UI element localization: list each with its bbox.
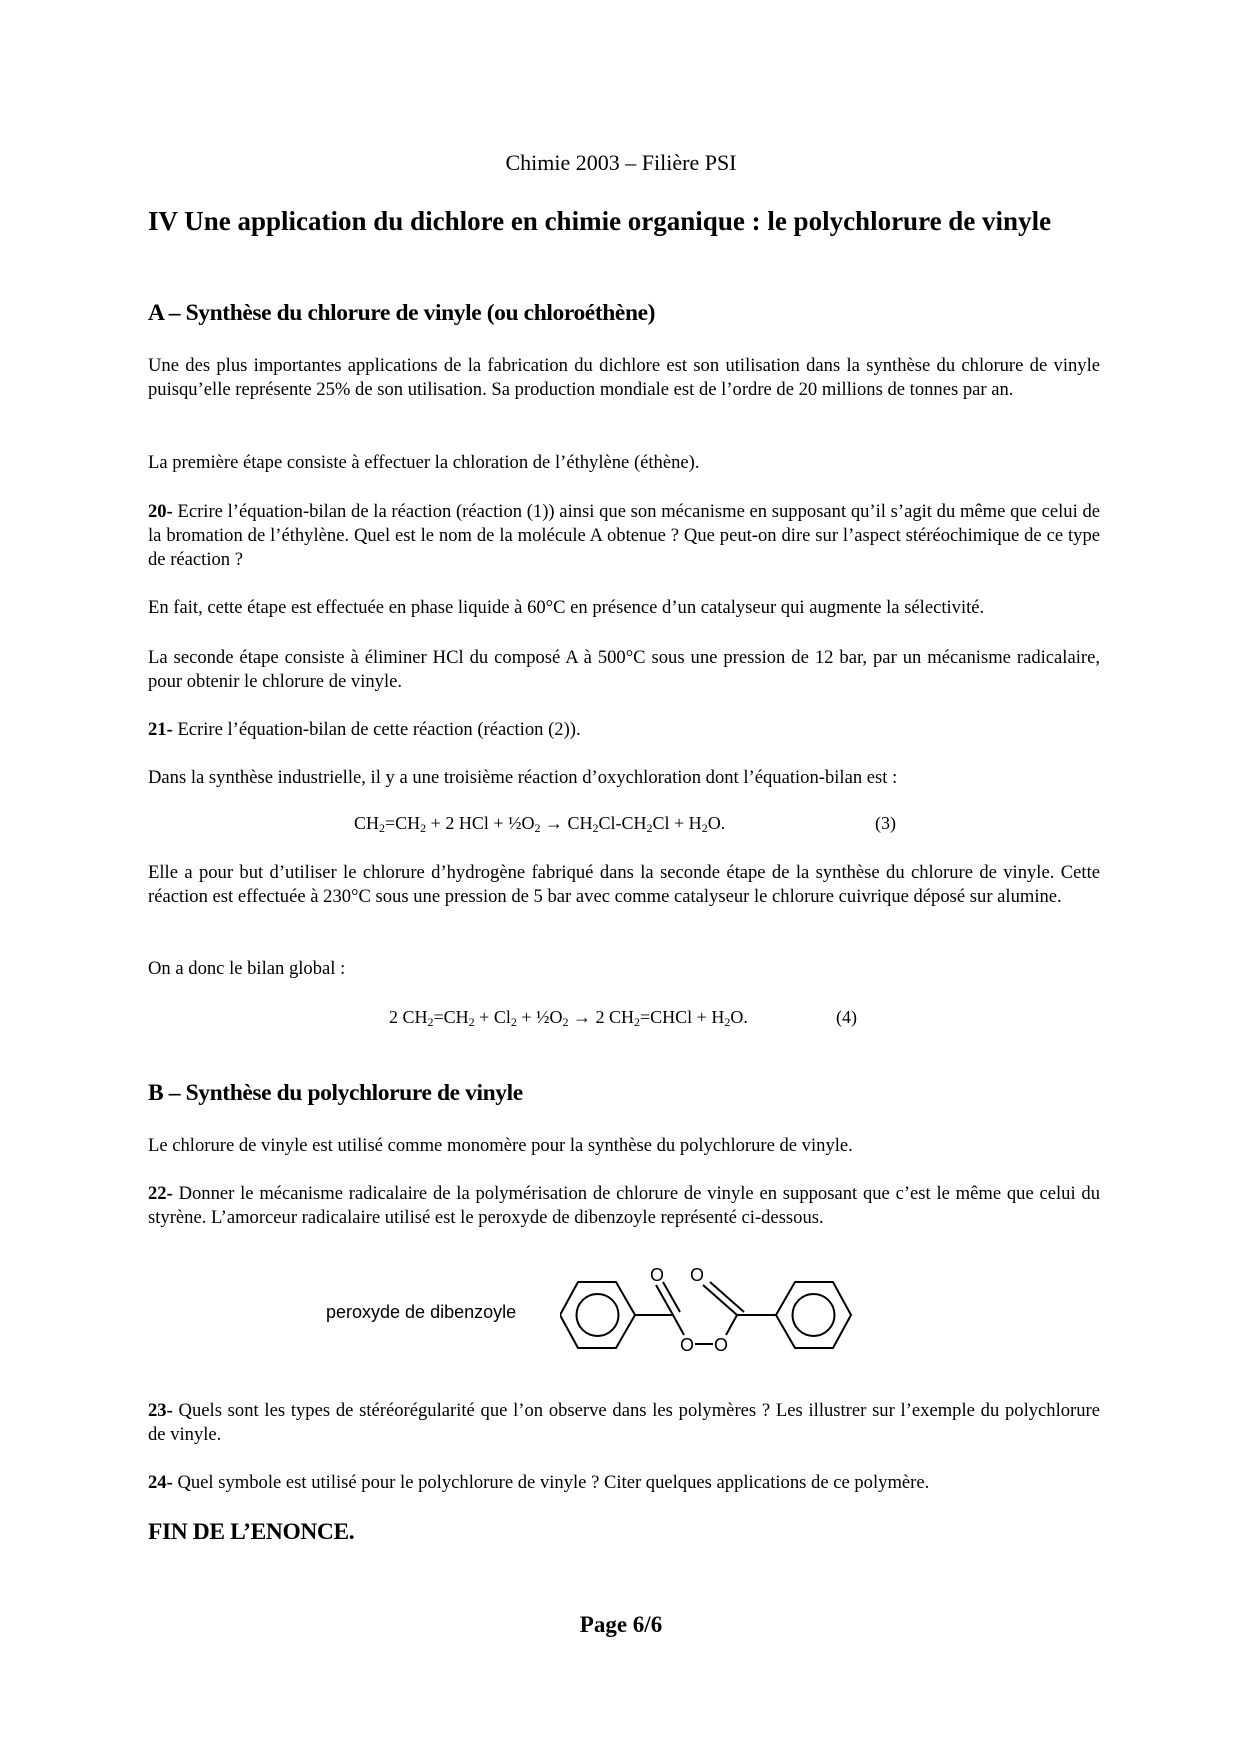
benzene-ring-left (560, 1282, 635, 1348)
bond (663, 1282, 680, 1312)
equation-3: $CH_2=CH_2 + 2$ HCl + $\frac{1}{2}O_2 \to CH_2Cl-CH_2Cl + H_2O$. (354, 813, 726, 835)
question-20-number: 20- (148, 501, 173, 522)
aromatic-circle-left (577, 1294, 619, 1336)
equation-4-label: (4) (836, 1007, 857, 1027)
question-24-text: Quel symbole est utilisé pour le polychlorure de vinyle ? Citer quelques applications de ce polymère. (172, 1472, 930, 1493)
question-24 (148, 1471, 1100, 1495)
benzene-ring-right (776, 1282, 851, 1348)
question-20-text: Ecrire l’équation-bilan de la réaction (réaction (1)) ainsi que son mécanisme en supposant qu’il s’agit du même que celui de la bromation de l’éthylène. Quel est le nom de la molécule A obtenue ? Que peut-on dire sur l’aspect stéréochimique de ce type de réaction ? (148, 501, 1100, 570)
equation-4: 2 $CH_2=CH_2 + Cl_2$ + $\frac{1}{2}O_2 \to 2$ $CH_2=CHCl + H_2O$. (389, 1007, 748, 1029)
part-a-paragraph-2: La première étape consiste à effectuer la chloration de l’éthylène (éthène). (148, 452, 700, 473)
aromatic-circle-right (793, 1294, 835, 1336)
oxygen-atom: O (713, 1335, 729, 1355)
question-23-number: 23- (148, 1400, 173, 1421)
reaction-arrow-icon: → (573, 1007, 591, 1027)
oxygen-atom: O (649, 1265, 665, 1285)
reaction-arrow-icon: → (544, 813, 563, 833)
question-23-text: Quels sont les types de stéréorégularité que l’on observe dans les polymères ? Les illustrer sur l’exemple du polychlorure de vinyle. (148, 1400, 1100, 1445)
part-a-paragraph-1: Une des plus importantes applications de la fabrication du dichlore est son utilisation dans la synthèse du chlorure de vinyle puisqu’elle représente 25% de son utilisation. Sa production mondiale est de l’ordre de 20 millions de tonnes par an. (148, 355, 1100, 400)
equation-3-label: (3) (875, 813, 896, 833)
section-title: IV Une application du dichlore en chimie organique : le polychlorure de vinyle (148, 206, 1052, 236)
figure-label: peroxyde de dibenzoyle (326, 1302, 517, 1322)
oxygen-atom: O (679, 1335, 695, 1355)
part-b-title: B – Synthèse du polychlorure de vinyle (148, 1080, 523, 1106)
part-a-paragraph-4: La seconde étape consiste à éliminer HCl du composé A à 500°C sous une pression de 12 bar, par un mécanisme radicalaire, pour obtenir le chlorure de vinyle. (148, 647, 1100, 692)
question-22 (148, 1182, 1100, 1230)
part-a-paragraph-5: Dans la synthèse industrielle, il y a une troisième réaction d’oxychloration dont l’équation-bilan est : (148, 767, 898, 788)
part-a-paragraph-3: En fait, cette étape est effectuée en phase liquide à 60°C en présence d’un catalyseur qui augmente la sélectivité. (148, 597, 985, 618)
question-20 (148, 500, 1100, 572)
bond (726, 1315, 737, 1335)
question-24-number: 24- (148, 1472, 173, 1493)
oxygen-atom: O (689, 1265, 705, 1285)
question-22-text: Donner le mécanisme radicalaire de la polymérisation de chlorure de vinyle en supposant que c’est le même que celui du styrène. L’amorceur radicalaire utilisé est le peroxyde de dibenzoyle représenté ci-dessous. (148, 1183, 1100, 1228)
part-a-paragraph-7: On a donc le bilan global : (148, 958, 346, 979)
page-header: Chimie 2003 – Filière PSI (505, 150, 737, 175)
dibenzoyl-peroxide-structure (560, 1265, 930, 1375)
bond (656, 1285, 673, 1315)
part-a-paragraph-6: Elle a pour but d’utiliser le chlorure d’hydrogène fabriqué dans la seconde étape de la synthèse du chlorure de vinyle. Cette réaction est effectuée à 230°C sous une pression de 5 bar avec comme catalyseur le chlorure cuivrique déposé sur alumine. (148, 862, 1100, 907)
part-a-title: A – Synthèse du chlorure de vinyle (ou chloroéthène) (148, 300, 656, 326)
question-21-text: Ecrire l’équation-bilan de cette réaction (réaction (2)). (172, 719, 581, 740)
question-21 (148, 718, 1100, 742)
question-21-number: 21- (148, 719, 173, 740)
page-number: Page 6/6 (579, 1612, 663, 1637)
question-22-number: 22- (148, 1183, 173, 1204)
bond (673, 1315, 684, 1335)
question-23 (148, 1399, 1100, 1447)
end-of-statement: FIN DE L’ENONCE. (148, 1519, 355, 1545)
part-b-paragraph-1: Le chlorure de vinyle est utilisé comme monomère pour la synthèse du polychlorure de vinyle. (148, 1135, 853, 1156)
